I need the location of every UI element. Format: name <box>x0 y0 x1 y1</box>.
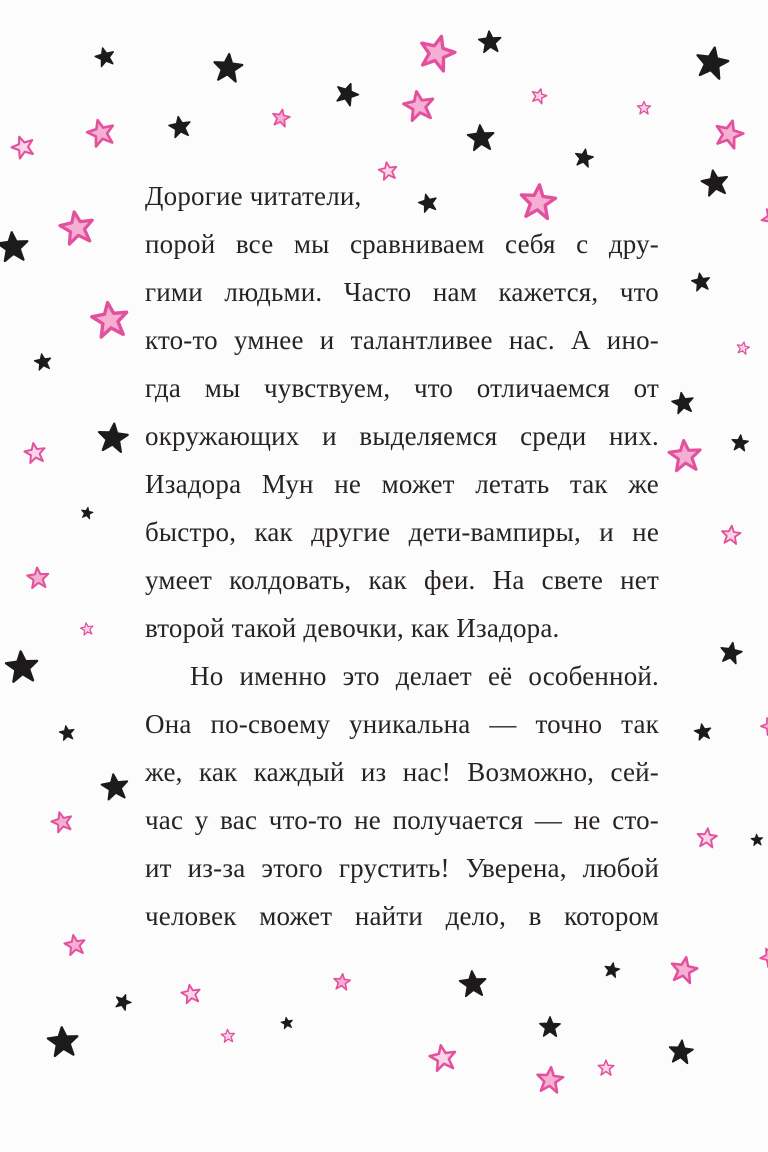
black-star-icon <box>696 164 734 202</box>
pink-star-icon <box>665 951 703 989</box>
pink-star-icon <box>331 971 354 994</box>
pink-star-icon <box>268 105 293 130</box>
black-star-icon <box>96 768 133 805</box>
black-star-icon <box>537 1014 563 1040</box>
black-star-icon <box>689 40 735 86</box>
text-line: Но именно это делает её особенной. <box>190 661 659 691</box>
black-star-icon <box>571 145 598 172</box>
text-line: же, как каждый из нас! Возможно, сей- <box>145 757 659 787</box>
text-line: человек может найти дело, в котором <box>145 901 659 931</box>
text-line: час у вас что-то не получается — не сто- <box>145 805 659 835</box>
text-line: второй такой девочки, как Изадора. <box>145 613 560 643</box>
black-star-icon <box>90 42 119 71</box>
pink-star-icon <box>80 112 122 154</box>
black-star-icon <box>749 832 765 848</box>
pink-star-icon <box>5 129 41 165</box>
black-star-icon <box>0 645 43 688</box>
black-star-icon <box>463 120 499 156</box>
pink-star-icon <box>177 980 205 1008</box>
black-star-icon <box>93 418 133 458</box>
black-star-icon <box>78 504 95 521</box>
pink-star-icon <box>46 806 78 838</box>
pink-star-icon <box>78 620 97 639</box>
black-star-icon <box>110 989 136 1015</box>
black-star-icon <box>164 111 195 142</box>
letter-text-block <box>145 172 659 940</box>
body-lines <box>145 220 659 940</box>
text-line: гда мы чувствуем, что отличаемся от <box>145 373 659 403</box>
black-star-icon <box>715 637 746 668</box>
salutation-line: Дорогие читатели, <box>145 181 362 211</box>
black-star-icon <box>601 959 623 981</box>
pink-star-icon <box>219 1027 237 1045</box>
text-line: ит из-за этого грустить! Уверена, любой <box>145 853 659 883</box>
pink-star-icon <box>23 563 52 592</box>
black-star-icon <box>475 27 505 57</box>
pink-star-icon <box>53 204 102 253</box>
pink-star-icon <box>693 824 720 851</box>
text-line: умеет колдовать, как феи. На свете нет <box>145 565 659 595</box>
black-star-icon <box>278 1014 295 1031</box>
black-star-icon <box>688 269 715 296</box>
black-star-icon <box>665 1036 698 1069</box>
pink-star-icon <box>754 200 768 236</box>
pink-star-icon <box>20 438 50 468</box>
pink-star-icon <box>424 1039 462 1077</box>
pink-star-icon <box>532 1062 568 1098</box>
text-line: порой все мы сравниваем себя с дру- <box>145 229 659 259</box>
text-line: быстро, как другие дети-вампиры, и не <box>145 517 659 547</box>
pink-star-icon <box>636 100 653 117</box>
black-star-icon <box>42 1021 83 1062</box>
black-star-icon <box>329 76 365 112</box>
pink-star-icon <box>754 941 768 973</box>
black-star-icon <box>31 350 55 374</box>
black-star-icon <box>455 966 491 1002</box>
pink-star-icon <box>734 339 753 358</box>
black-star-icon <box>0 226 34 267</box>
pink-star-icon <box>397 84 441 128</box>
pink-star-icon <box>756 712 768 740</box>
pink-star-icon <box>60 930 90 960</box>
pink-star-icon <box>410 26 464 80</box>
pink-star-icon <box>527 84 550 107</box>
pink-star-icon <box>708 113 751 156</box>
text-line: кто-то умнее и талантливее нас. А ино- <box>145 325 659 355</box>
text-line: Она по-своему уникальна — точно так <box>145 709 659 739</box>
text-line: Изадора Мун не может летать так же <box>145 469 659 499</box>
black-star-icon <box>56 722 78 744</box>
black-star-icon <box>729 432 752 455</box>
pink-star-icon <box>85 295 136 346</box>
text-line: окружающих и выделяемся среди них. <box>145 421 659 451</box>
text-line: гими людьми. Часто нам кажется, что <box>145 277 659 307</box>
pink-star-icon <box>663 434 706 477</box>
black-star-icon <box>691 720 715 744</box>
pink-star-icon <box>596 1058 616 1078</box>
black-star-icon <box>667 387 698 418</box>
black-star-icon <box>208 48 247 87</box>
pink-star-icon <box>718 522 744 548</box>
